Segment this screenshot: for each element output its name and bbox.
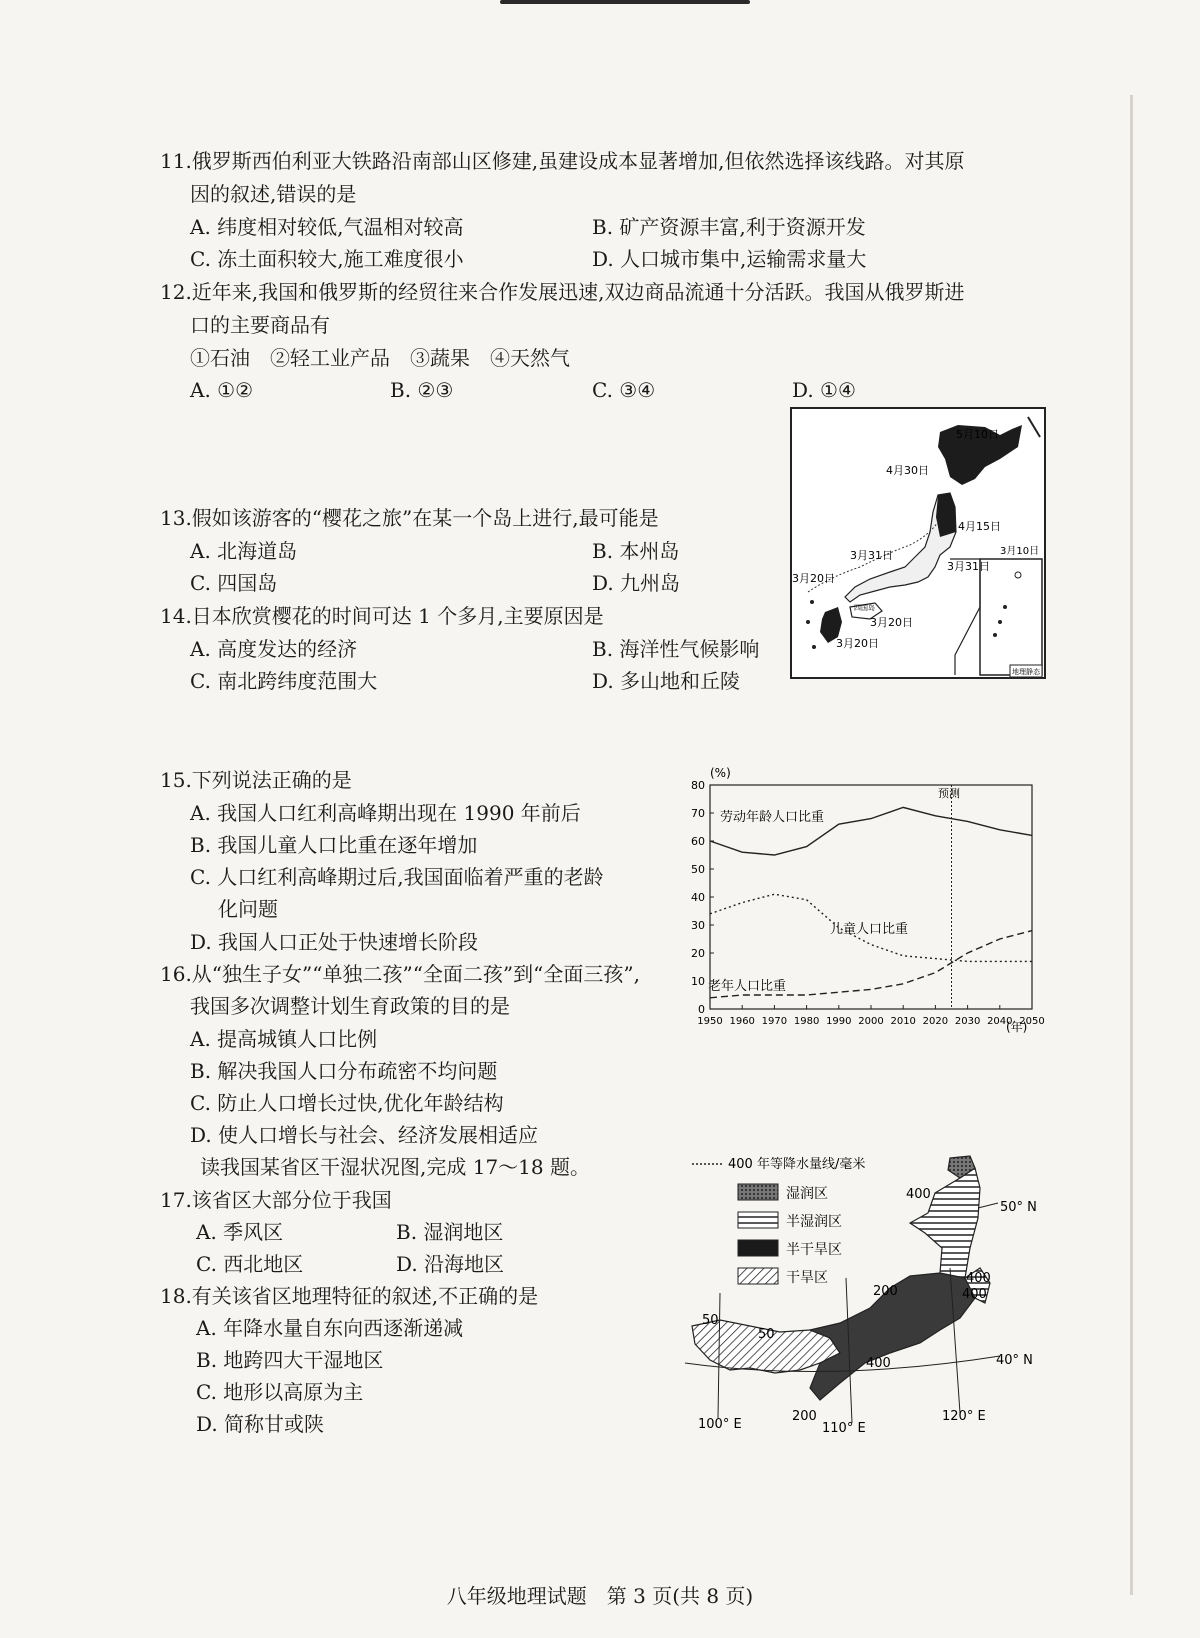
label-mar20-south: 3月20日: [836, 637, 879, 650]
isohyet-50-a: 50: [702, 1313, 719, 1328]
q17-option-d[interactable]: D. 沿海地区: [396, 1252, 505, 1276]
x-tick-label: 2030: [954, 1016, 981, 1027]
series-label-working: 劳动年龄人口比重: [720, 810, 825, 825]
y-tick-label: 80: [691, 779, 705, 792]
q15-option-d[interactable]: D. 我国人口正处于快速增长阶段: [190, 930, 479, 954]
legend-semiarid: 半干旱区: [786, 1242, 842, 1258]
label-apr30: 4月30日: [886, 464, 929, 477]
x-tick-label: 1980: [793, 1016, 820, 1027]
q16-stem-cont: 我国多次调整计划生育政策的目的是: [190, 994, 510, 1018]
q11-stem-cont: 因的叙述,错误的是: [190, 182, 357, 206]
legend-humid: 湿润区: [786, 1186, 828, 1202]
x-tick-label: 2000: [858, 1016, 884, 1027]
q18-option-c[interactable]: C. 地形以高原为主: [196, 1380, 364, 1404]
label-may10: 5月10日: [956, 428, 999, 441]
legend-semihumid: 半湿润区: [786, 1214, 842, 1230]
legend-title: 400 年等降水量线/毫米: [728, 1157, 866, 1172]
forecast-label: 预测: [938, 787, 960, 800]
q13-stem: 13.假如该游客的“樱花之旅”在某一个岛上进行,最可能是: [160, 506, 659, 530]
q14-option-a[interactable]: A. 高度发达的经济: [190, 637, 358, 661]
q18-stem: 18.有关该省区地理特征的叙述,不正确的是: [160, 1284, 539, 1308]
q12-stem: 12.近年来,我国和俄罗斯的经贸往来合作发展迅速,双边商品流通十分活跃。我国从俄罗斯进: [160, 280, 965, 304]
label-mar31-east: 3月31日: [947, 560, 990, 573]
label-shikoku: 四国岛: [854, 604, 875, 612]
japan-sakura-map: [790, 407, 1046, 679]
x-tick-label: 1990: [826, 1016, 852, 1027]
q16-option-c[interactable]: C. 防止人口增长过快,优化年龄结构: [190, 1091, 504, 1115]
q14-option-c[interactable]: C. 南北跨纬度范围大: [190, 669, 378, 693]
q12-option-b[interactable]: B. ②③: [390, 378, 454, 402]
page-footer: 八年级地理试题 第 3 页(共 8 页): [446, 1584, 754, 1608]
q14-option-b[interactable]: B. 海洋性气候影响: [592, 637, 760, 661]
x-axis-unit: (年): [1006, 1020, 1028, 1034]
q11-option-b[interactable]: B. 矿产资源丰富,利于资源开发: [592, 215, 866, 239]
label-apr15: 4月15日: [958, 520, 1001, 533]
legend-swatch-semihumid: [738, 1212, 778, 1228]
x-tick-label: 1950: [697, 1016, 723, 1027]
label-mar10: 3月10日: [1000, 546, 1040, 557]
q11-stem: 11.俄罗斯西伯利亚大铁路沿南部山区修建,虽建设成本显著增加,但依然选择该线路。对其原: [160, 149, 965, 173]
lat-50n: 50° N: [1000, 1200, 1037, 1215]
q12-option-a[interactable]: A. ①②: [190, 378, 254, 402]
q13-option-c[interactable]: C. 四国岛: [190, 571, 278, 595]
region-semihumid: [910, 1168, 980, 1278]
lat-40n: 40° N: [996, 1353, 1033, 1368]
q18-option-b[interactable]: B. 地跨四大干湿地区: [196, 1348, 384, 1372]
q12-option-c[interactable]: C. ③④: [592, 378, 656, 402]
q17-option-a[interactable]: A. 季风区: [196, 1220, 284, 1244]
y-tick-label: 0: [698, 1003, 705, 1016]
legend-swatch-arid: [738, 1268, 778, 1284]
q16-option-b[interactable]: B. 解决我国人口分布疏密不均问题: [190, 1059, 498, 1083]
q15-option-a[interactable]: A. 我国人口红利高峰期出现在 1990 年前后: [190, 801, 581, 825]
q15-stem: 15.下列说法正确的是: [160, 768, 352, 792]
y-tick-label: 40: [691, 891, 705, 904]
lon-110e: 110° E: [822, 1421, 866, 1436]
x-tick-label: 1970: [761, 1016, 788, 1027]
q16-option-d[interactable]: D. 使人口增长与社会、经济发展相适应: [190, 1123, 539, 1147]
q16-stem: 16.从“独生子女”“单独二孩”“全面二孩”到“全面三孩”,: [160, 962, 640, 986]
isohyet-400-d: 400: [866, 1356, 891, 1371]
map-stamp-text: 地理静态: [1012, 668, 1040, 676]
intro-17: 读我国某省区干湿状况图,完成 17～18 题。: [200, 1155, 590, 1179]
isohyet-200-b: 200: [792, 1409, 817, 1424]
isohyet-400-b: 400: [966, 1271, 991, 1286]
legend-swatch-humid: [738, 1184, 778, 1200]
q13-option-a[interactable]: A. 北海道岛: [190, 539, 298, 563]
legend-swatch-semiarid: [738, 1240, 778, 1256]
lon-100e: 100° E: [698, 1417, 742, 1432]
legend-arid: 干旱区: [786, 1270, 828, 1286]
isohyet-50-b: 50: [758, 1327, 775, 1342]
series-label-elderly: 老年人口比重: [708, 979, 787, 994]
x-tick-label: 2050: [1019, 1016, 1045, 1027]
isohyet-200-a: 200: [873, 1284, 898, 1299]
province-dry-wet-map: [680, 1148, 1065, 1448]
q15-option-c-cont: 化问题: [218, 897, 278, 921]
y-tick-label: 70: [691, 807, 705, 820]
q14-option-d[interactable]: D. 多山地和丘陵: [592, 669, 741, 693]
page-shadow: [1130, 95, 1133, 1595]
q18-option-d[interactable]: D. 简称甘或陕: [196, 1412, 325, 1436]
q11-option-c[interactable]: C. 冻土面积较大,施工难度很小: [190, 247, 464, 271]
q17-option-b[interactable]: B. 湿润地区: [396, 1220, 504, 1244]
q13-option-b[interactable]: B. 本州岛: [592, 539, 680, 563]
x-tick-label: 2010: [890, 1016, 916, 1027]
y-tick-label: 20: [691, 947, 705, 960]
q12-option-d[interactable]: D. ①④: [792, 378, 856, 402]
label-mar20-west: 3月20日: [792, 572, 835, 585]
q11-option-d[interactable]: D. 人口城市集中,运输需求量大: [592, 247, 867, 271]
q17-stem: 17.该省区大部分位于我国: [160, 1188, 392, 1212]
q18-option-a[interactable]: A. 年降水量自东向西逐渐递减: [196, 1316, 464, 1340]
x-tick-label: 1960: [729, 1016, 755, 1027]
isohyet-400-c: 400: [962, 1287, 987, 1302]
series-label-children: 儿童人口比重: [830, 922, 909, 937]
q12-stem-cont: 口的主要商品有: [190, 313, 330, 337]
q15-option-b[interactable]: B. 我国儿童人口比重在逐年增加: [190, 833, 478, 857]
label-mar31-west: 3月31日: [850, 549, 893, 562]
y-tick-label: 60: [691, 835, 705, 848]
q11-option-a[interactable]: A. 纬度相对较低,气温相对较高: [190, 215, 464, 239]
lon-120e: 120° E: [942, 1409, 986, 1424]
q15-option-c[interactable]: C. 人口红利高峰期过后,我国面临着严重的老龄: [190, 865, 604, 889]
q16-option-a[interactable]: A. 提高城镇人口比例: [190, 1027, 378, 1051]
q14-stem: 14.日本欣赏樱花的时间可达 1 个多月,主要原因是: [160, 604, 604, 628]
y-tick-label: 30: [691, 919, 705, 932]
q17-option-c[interactable]: C. 西北地区: [196, 1252, 304, 1276]
isohyet-400-a: 400: [906, 1187, 931, 1202]
page-edge: [500, 0, 750, 4]
population-chart: [680, 765, 1060, 1040]
x-tick-label: 2020: [922, 1016, 949, 1027]
q13-option-d[interactable]: D. 九州岛: [592, 571, 681, 595]
x-tick-label: 2040: [987, 1016, 1013, 1027]
y-axis-unit: (%): [710, 766, 731, 780]
y-tick-label: 50: [691, 863, 705, 876]
label-mar20-mid: 3月20日: [870, 616, 913, 629]
q12-items: ①石油 ②轻工业产品 ③蔬果 ④天然气: [190, 346, 570, 370]
y-tick-label: 10: [691, 975, 705, 988]
